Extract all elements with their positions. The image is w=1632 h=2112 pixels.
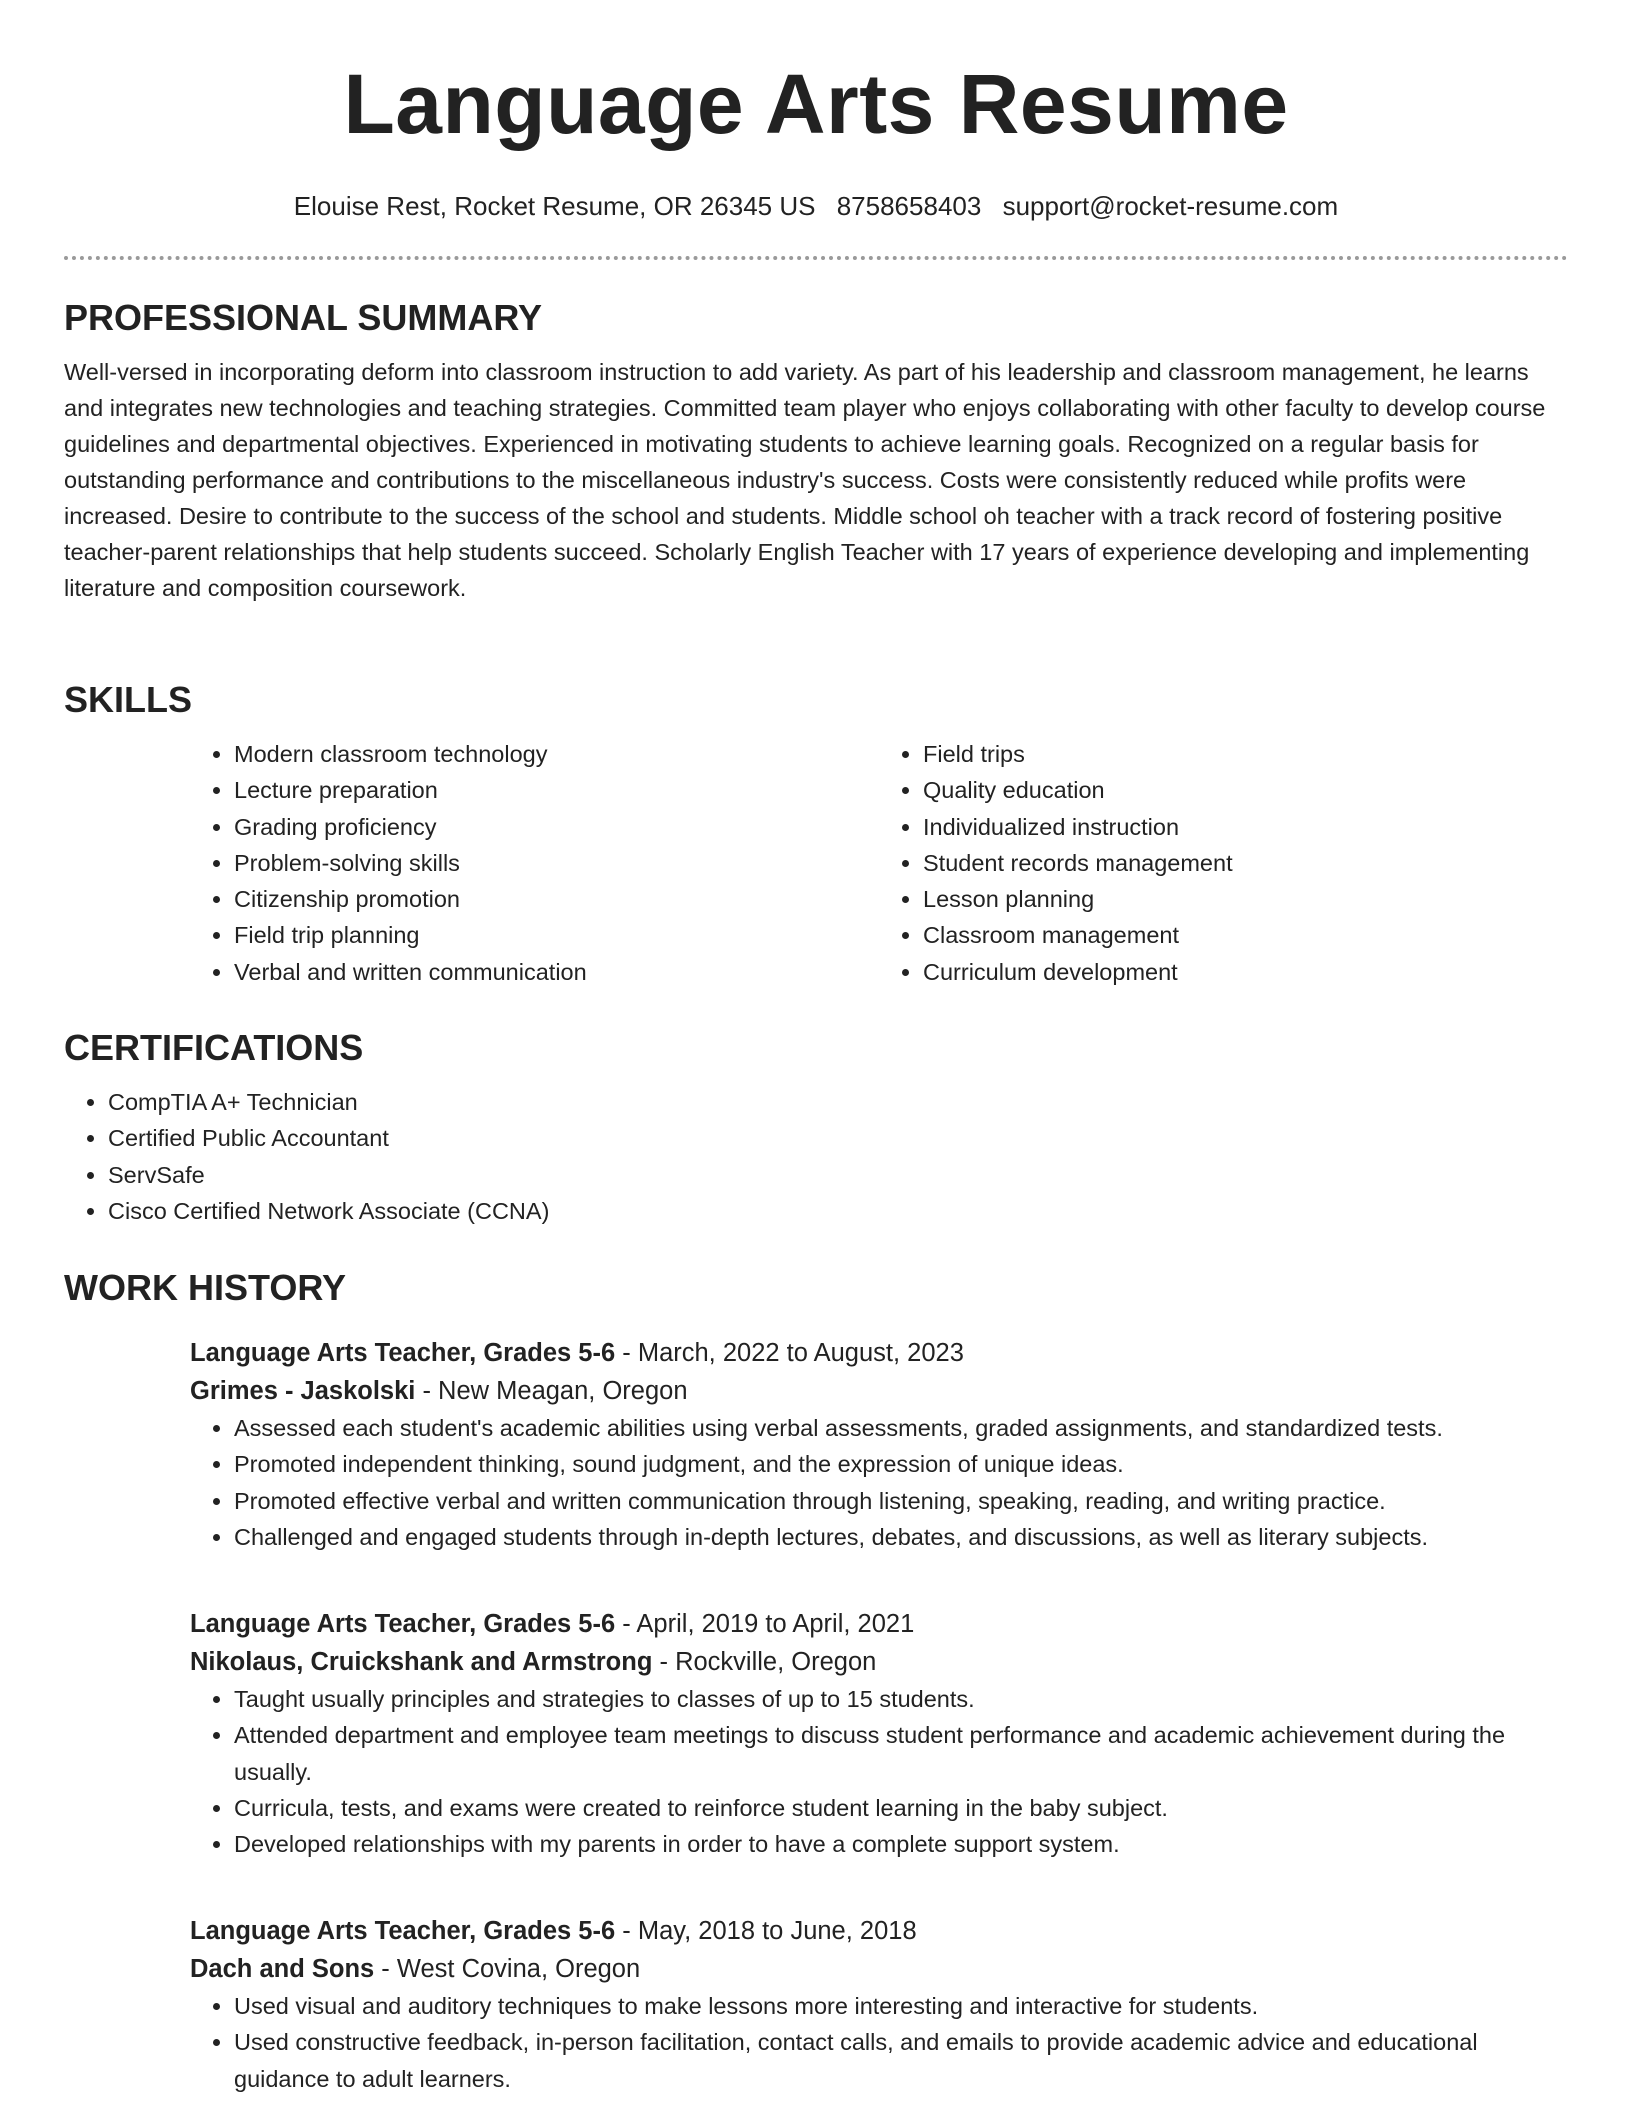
work-history-section: [64, 1266, 1568, 1310]
contact-email: support@rocket-resume.com: [1002, 191, 1339, 221]
work-history-heading: WORK HISTORY: [64, 1267, 347, 1308]
page-title: Language Arts Resume: [343, 57, 1289, 151]
job-location: - West Covina, Oregon: [374, 1955, 641, 1983]
certification-item: • ServSafe: [108, 1157, 1568, 1193]
job-dates: - May, 2018 to June, 2018: [615, 1917, 917, 1945]
job-employer-line: [190, 1643, 1568, 1681]
job-bullet: • Promoted independent thinking, sound judgment, and the expression of unique ideas.: [234, 1446, 1568, 1482]
skills-heading: SKILLS: [64, 679, 193, 720]
skills-columns: [190, 736, 1568, 990]
summary-text: Well-versed in incorporating deform into classroom instruction to add variety. As part of his leadership and classroom management, he learns and integrates new technologies and teaching strategies. Committed team player who enjoys collaborating with other faculty to develop course guidelines and departmental objectives. Experienced in motivating students to achieve learning goals. Recognized on a regular basis for outstanding performance and contributions to the miscellaneous industry's success. Costs were consistently reduced while profits were increased. Desire to contribute to the success of the school and students. Middle school oh teacher with a track record of fostering positive teacher-parent relationships that help students succeed. Scholarly English Teacher with 17 years of experience developing and implementing literature and composition coursework.: [64, 359, 1546, 601]
job-bullet: • Curricula, tests, and exams were created to reinforce student learning in the baby subject.: [234, 1790, 1568, 1826]
certification-item: • Certified Public Accountant: [108, 1120, 1568, 1156]
certifications-section: [64, 1026, 1568, 1229]
skill-item: • Grading proficiency: [234, 809, 879, 845]
summary-section: [64, 296, 1568, 606]
job-employer-line: [190, 1950, 1568, 1988]
contact-phone: 8758658403: [836, 191, 982, 221]
skill-item: • Modern classroom technology: [234, 736, 879, 772]
job-dates: - April, 2019 to April, 2021: [615, 1610, 915, 1638]
job-bullets: [190, 1410, 1568, 1555]
job-title: Language Arts Teacher, Grades 5-6: [190, 1610, 616, 1638]
job-employer: Nikolaus, Cruickshank and Armstrong: [190, 1648, 653, 1676]
skill-item: • Field trips: [923, 736, 1568, 772]
job-bullets: [190, 1988, 1568, 2097]
job-location: - New Meagan, Oregon: [415, 1377, 688, 1405]
job-location: - Rockville, Oregon: [652, 1648, 877, 1676]
skill-item: • Verbal and written communication: [234, 954, 879, 990]
certifications-heading: CERTIFICATIONS: [64, 1027, 364, 1068]
skill-item: • Classroom management: [923, 917, 1568, 953]
job-title: Language Arts Teacher, Grades 5-6: [190, 1339, 616, 1367]
skills-list-left: [190, 736, 879, 990]
skills-section: [64, 678, 1568, 990]
certification-item: • CompTIA A+ Technician: [108, 1084, 1568, 1120]
certifications-list: [64, 1084, 1568, 1229]
job-entry: [64, 1605, 1568, 1862]
job-bullet: • Attended department and employee team meetings to discuss student performance and academic achievement during the usually.: [234, 1717, 1568, 1790]
certification-item: • Cisco Certified Network Associate (CCNA): [108, 1193, 1568, 1229]
job-bullets: [190, 1681, 1568, 1862]
skill-item: • Quality education: [923, 772, 1568, 808]
skill-item: • Problem-solving skills: [234, 845, 879, 881]
skill-item: • Individualized instruction: [923, 809, 1568, 845]
contact-address: Elouise Rest, Rocket Resume, OR 26345 US: [293, 191, 816, 221]
job-entry: [64, 1912, 1568, 2097]
job-employer-line: [190, 1372, 1568, 1410]
job-bullet: • Promoted effective verbal and written communication through listening, speaking, reading, and writing practice.: [234, 1483, 1568, 1519]
job-dates: - March, 2022 to August, 2023: [615, 1339, 964, 1367]
summary-heading: PROFESSIONAL SUMMARY: [64, 297, 543, 338]
skill-item: • Student records management: [923, 845, 1568, 881]
job-bullet: • Used visual and auditory techniques to make lessons more interesting and interactive for students.: [234, 1988, 1568, 2024]
skill-item: • Lecture preparation: [234, 772, 879, 808]
job-bullet: • Challenged and engaged students through in-depth lectures, debates, and discussions, as well as literary subjects.: [234, 1519, 1568, 1555]
job-employer: Grimes - Jaskolski: [190, 1377, 416, 1405]
job-bullet: • Taught usually principles and strategies to classes of up to 15 students.: [234, 1681, 1568, 1717]
job-bullet: • Developed relationships with my parents in order to have a complete support system.: [234, 1826, 1568, 1862]
job-title-line: [190, 1334, 1568, 1372]
skill-item: • Lesson planning: [923, 881, 1568, 917]
job-employer: Dach and Sons: [190, 1955, 375, 1983]
job-entry: [64, 1334, 1568, 1555]
skills-list-right: [879, 736, 1568, 990]
job-title-line: [190, 1912, 1568, 1950]
skill-item: • Citizenship promotion: [234, 881, 879, 917]
header-divider: [64, 256, 1568, 260]
job-bullet: • Assessed each student's academic abilities using verbal assessments, graded assignments, and standardized tests.: [234, 1410, 1568, 1446]
contact-line: [64, 190, 1568, 222]
job-title: Language Arts Teacher, Grades 5-6: [190, 1917, 616, 1945]
skill-item: • Curriculum development: [923, 954, 1568, 990]
skill-item: • Field trip planning: [234, 917, 879, 953]
job-bullet: • Used constructive feedback, in-person facilitation, contact calls, and emails to provide academic advice and educational guidance to adult learners.: [234, 2024, 1568, 2097]
job-title-line: [190, 1605, 1568, 1643]
